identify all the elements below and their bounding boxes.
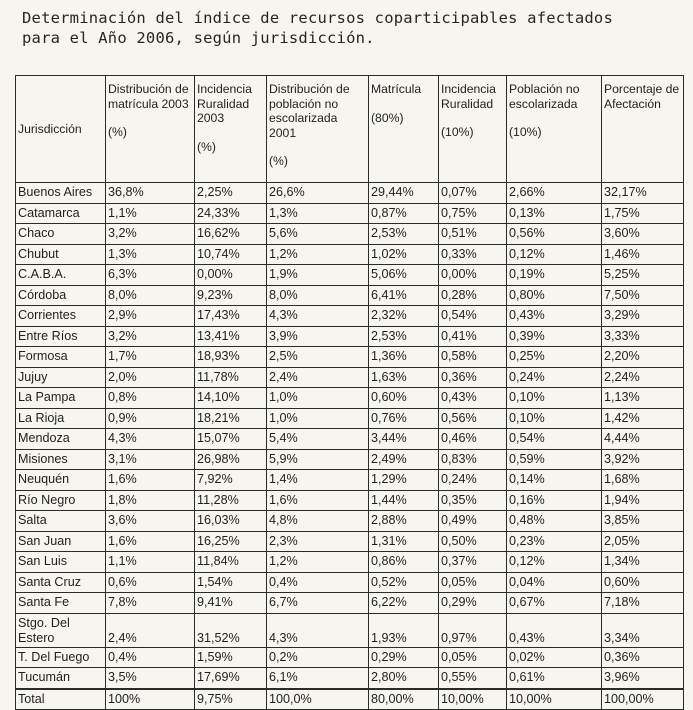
column-header-label: Porcentaje de Afectación <box>604 82 680 111</box>
column-header-label: Incidencia Ruralidad <box>441 82 496 111</box>
value-cell: 26,98% <box>195 449 267 470</box>
value-cell: 0,80% <box>507 285 602 306</box>
value-cell: 0,43% <box>507 306 602 327</box>
jurisdiction-cell: La Rioja <box>16 408 106 429</box>
table-row <box>16 449 684 470</box>
value-cell: 3,6% <box>106 511 195 532</box>
value-cell: 0,58% <box>439 347 507 368</box>
column-header-unit: (10%) <box>509 125 542 139</box>
value-cell: 4,8% <box>267 511 369 532</box>
column-header-out-of-school-distribution <box>267 76 369 183</box>
jurisdiction-cell: La Pampa <box>16 388 106 409</box>
value-cell: 1,0% <box>267 408 369 429</box>
value-cell: 0,29% <box>439 593 507 614</box>
value-cell: 2,9% <box>106 306 195 327</box>
table-row <box>16 306 684 327</box>
value-cell: 1,68% <box>602 470 684 491</box>
value-cell: 2,25% <box>195 183 267 204</box>
table-row <box>16 183 684 204</box>
value-cell: 11,78% <box>195 367 267 388</box>
column-header-allocation-percentage <box>602 76 684 183</box>
value-cell: 0,37% <box>439 552 507 573</box>
value-cell: 24,33% <box>195 203 267 224</box>
table-row <box>16 429 684 450</box>
value-cell: 5,4% <box>267 429 369 450</box>
value-cell: 8,0% <box>267 285 369 306</box>
table-row <box>16 244 684 265</box>
jurisdiction-cell: Entre Ríos <box>16 326 106 347</box>
value-cell: 0,60% <box>369 388 439 409</box>
jurisdiction-cell: Mendoza <box>16 429 106 450</box>
value-cell: 31,52% <box>195 613 267 647</box>
table-row <box>16 593 684 614</box>
value-cell: 0,8% <box>106 388 195 409</box>
value-cell: 7,92% <box>195 470 267 491</box>
jurisdiction-cell: Jujuy <box>16 367 106 388</box>
value-cell: 9,23% <box>195 285 267 306</box>
value-cell: 0,54% <box>507 429 602 450</box>
value-cell: 2,88% <box>369 511 439 532</box>
value-cell: 1,75% <box>602 203 684 224</box>
value-cell: 3,1% <box>106 449 195 470</box>
value-cell: 0,28% <box>439 285 507 306</box>
jurisdiction-cell: Tucumán <box>16 668 106 689</box>
table-row <box>16 224 684 245</box>
value-cell: 32,17% <box>602 183 684 204</box>
jurisdiction-cell: Santa Cruz <box>16 572 106 593</box>
value-cell: 0,10% <box>507 408 602 429</box>
table-row <box>16 408 684 429</box>
jurisdiction-cell: Misiones <box>16 449 106 470</box>
value-cell: 5,9% <box>267 449 369 470</box>
column-header-label: Incidencia Ruralidad 2003 <box>197 82 252 125</box>
allocation-table <box>15 75 684 710</box>
value-cell: 4,3% <box>267 306 369 327</box>
value-cell: 0,24% <box>439 470 507 491</box>
column-header-unit: (%) <box>197 139 216 154</box>
value-cell: 1,6% <box>106 531 195 552</box>
total-value-cell: 100,0% <box>267 689 369 710</box>
value-cell: 1,3% <box>267 203 369 224</box>
table-row <box>16 572 684 593</box>
value-cell: 6,41% <box>369 285 439 306</box>
jurisdiction-cell: Córdoba <box>16 285 106 306</box>
value-cell: 0,83% <box>439 449 507 470</box>
value-cell: 13,41% <box>195 326 267 347</box>
value-cell: 1,3% <box>106 244 195 265</box>
column-header-enrollment-weighted <box>369 76 439 183</box>
value-cell: 3,2% <box>106 326 195 347</box>
table-row <box>16 490 684 511</box>
value-cell: 1,46% <box>602 244 684 265</box>
table-row <box>16 285 684 306</box>
value-cell: 6,3% <box>106 265 195 286</box>
value-cell: 0,4% <box>106 647 195 668</box>
value-cell: 1,8% <box>106 490 195 511</box>
value-cell: 0,52% <box>369 572 439 593</box>
jurisdiction-cell: San Luis <box>16 552 106 573</box>
value-cell: 1,6% <box>106 470 195 491</box>
value-cell: 0,00% <box>195 265 267 286</box>
value-cell: 0,19% <box>507 265 602 286</box>
table-row <box>16 668 684 689</box>
value-cell: 0,2% <box>267 647 369 668</box>
value-cell: 1,1% <box>106 203 195 224</box>
value-cell: 3,29% <box>602 306 684 327</box>
column-header-unit: (80%) <box>371 110 404 125</box>
value-cell: 3,96% <box>602 668 684 689</box>
total-value-cell: 100% <box>106 689 195 710</box>
value-cell: 2,80% <box>369 668 439 689</box>
table-row <box>16 326 684 347</box>
value-cell: 3,9% <box>267 326 369 347</box>
column-header-label: Distribución de población no escolarizada 2001 <box>269 82 350 140</box>
value-cell: 0,24% <box>507 367 602 388</box>
jurisdiction-cell: Stgo. Del Estero <box>16 613 106 647</box>
table-row <box>16 470 684 491</box>
column-header-label: Población no escolarizada <box>509 82 580 111</box>
value-cell: 0,43% <box>439 388 507 409</box>
value-cell: 1,4% <box>267 470 369 491</box>
value-cell: 1,59% <box>195 647 267 668</box>
value-cell: 0,12% <box>507 244 602 265</box>
value-cell: 1,94% <box>602 490 684 511</box>
value-cell: 2,32% <box>369 306 439 327</box>
value-cell: 14,10% <box>195 388 267 409</box>
value-cell: 0,02% <box>507 647 602 668</box>
value-cell: 0,54% <box>439 306 507 327</box>
jurisdiction-cell: C.A.B.A. <box>16 265 106 286</box>
value-cell: 2,4% <box>106 613 195 647</box>
value-cell: 0,07% <box>439 183 507 204</box>
value-cell: 0,48% <box>507 511 602 532</box>
title-line-2: para el Año 2006, según jurisdicción. <box>22 29 375 47</box>
table-row <box>16 613 684 647</box>
value-cell: 1,2% <box>267 552 369 573</box>
table-body <box>16 183 684 689</box>
value-cell: 0,49% <box>439 511 507 532</box>
jurisdiction-cell: Río Negro <box>16 490 106 511</box>
value-cell: 0,14% <box>507 470 602 491</box>
value-cell: 1,63% <box>369 367 439 388</box>
column-header-label: Matrícula <box>371 82 422 96</box>
value-cell: 0,41% <box>439 326 507 347</box>
value-cell: 2,5% <box>267 347 369 368</box>
title-line-1: Determinación del índice de recursos coparticipables afectados <box>22 9 613 27</box>
value-cell: 11,28% <box>195 490 267 511</box>
column-header-unit: (%) <box>108 125 127 139</box>
value-cell: 0,25% <box>507 347 602 368</box>
value-cell: 0,05% <box>439 647 507 668</box>
value-cell: 2,20% <box>602 347 684 368</box>
value-cell: 7,8% <box>106 593 195 614</box>
value-cell: 0,23% <box>507 531 602 552</box>
jurisdiction-cell: Catamarca <box>16 203 106 224</box>
jurisdiction-cell: Santa Fe <box>16 593 106 614</box>
value-cell: 17,69% <box>195 668 267 689</box>
jurisdiction-cell: Chubut <box>16 244 106 265</box>
value-cell: 0,13% <box>507 203 602 224</box>
column-header-enrollment-distribution <box>106 76 195 183</box>
value-cell: 0,56% <box>507 224 602 245</box>
jurisdiction-cell: San Juan <box>16 531 106 552</box>
value-cell: 0,87% <box>369 203 439 224</box>
value-cell: 7,50% <box>602 285 684 306</box>
value-cell: 8,0% <box>106 285 195 306</box>
table-row <box>16 552 684 573</box>
value-cell: 15,07% <box>195 429 267 450</box>
value-cell: 3,44% <box>369 429 439 450</box>
column-header-rurality-weighted <box>439 76 507 183</box>
value-cell: 0,50% <box>439 531 507 552</box>
value-cell: 17,43% <box>195 306 267 327</box>
value-cell: 1,0% <box>267 388 369 409</box>
total-label-cell: Total <box>16 689 106 710</box>
value-cell: 2,53% <box>369 224 439 245</box>
value-cell: 1,93% <box>369 613 439 647</box>
value-cell: 2,0% <box>106 367 195 388</box>
column-header-unit: (%) <box>269 154 288 168</box>
value-cell: 0,97% <box>439 613 507 647</box>
value-cell: 0,61% <box>507 668 602 689</box>
value-cell: 1,44% <box>369 490 439 511</box>
value-cell: 0,6% <box>106 572 195 593</box>
column-header-label: Jurisdicción <box>18 121 82 136</box>
document-title <box>22 8 682 48</box>
value-cell: 3,2% <box>106 224 195 245</box>
value-cell: 0,35% <box>439 490 507 511</box>
value-cell: 0,55% <box>439 668 507 689</box>
value-cell: 29,44% <box>369 183 439 204</box>
value-cell: 1,42% <box>602 408 684 429</box>
value-cell: 18,93% <box>195 347 267 368</box>
total-value-cell: 10,00% <box>507 689 602 710</box>
value-cell: 2,05% <box>602 531 684 552</box>
table-total-row <box>16 689 684 710</box>
value-cell: 0,60% <box>602 572 684 593</box>
total-value-cell: 9,75% <box>195 689 267 710</box>
value-cell: 0,75% <box>439 203 507 224</box>
table-row <box>16 265 684 286</box>
table-row <box>16 388 684 409</box>
value-cell: 6,7% <box>267 593 369 614</box>
value-cell: 0,16% <box>507 490 602 511</box>
value-cell: 0,9% <box>106 408 195 429</box>
jurisdiction-cell: Formosa <box>16 347 106 368</box>
value-cell: 3,5% <box>106 668 195 689</box>
value-cell: 0,33% <box>439 244 507 265</box>
table-row <box>16 531 684 552</box>
value-cell: 5,06% <box>369 265 439 286</box>
table-row <box>16 367 684 388</box>
column-header-rurality-incidence-2003 <box>195 76 267 183</box>
column-header-unit: (10%) <box>441 125 474 139</box>
value-cell: 1,13% <box>602 388 684 409</box>
value-cell: 0,39% <box>507 326 602 347</box>
jurisdiction-cell: Buenos Aires <box>16 183 106 204</box>
value-cell: 3,33% <box>602 326 684 347</box>
jurisdiction-cell: Corrientes <box>16 306 106 327</box>
value-cell: 10,74% <box>195 244 267 265</box>
value-cell: 6,1% <box>267 668 369 689</box>
value-cell: 9,41% <box>195 593 267 614</box>
value-cell: 0,43% <box>507 613 602 647</box>
value-cell: 1,1% <box>106 552 195 573</box>
value-cell: 1,29% <box>369 470 439 491</box>
jurisdiction-cell: T. Del Fuego <box>16 647 106 668</box>
jurisdiction-cell: Chaco <box>16 224 106 245</box>
value-cell: 0,86% <box>369 552 439 573</box>
jurisdiction-cell: Neuquén <box>16 470 106 491</box>
value-cell: 16,03% <box>195 511 267 532</box>
value-cell: 0,12% <box>507 552 602 573</box>
value-cell: 5,25% <box>602 265 684 286</box>
value-cell: 1,02% <box>369 244 439 265</box>
value-cell: 0,29% <box>369 647 439 668</box>
value-cell: 1,2% <box>267 244 369 265</box>
value-cell: 1,34% <box>602 552 684 573</box>
value-cell: 0,36% <box>602 647 684 668</box>
value-cell: 2,24% <box>602 367 684 388</box>
column-header-label: Distribución de matrícula 2003 <box>108 82 189 111</box>
value-cell: 2,3% <box>267 531 369 552</box>
value-cell: 1,54% <box>195 572 267 593</box>
value-cell: 18,21% <box>195 408 267 429</box>
value-cell: 1,6% <box>267 490 369 511</box>
value-cell: 3,60% <box>602 224 684 245</box>
column-header-out-of-school-weighted <box>507 76 602 183</box>
value-cell: 1,36% <box>369 347 439 368</box>
value-cell: 0,05% <box>439 572 507 593</box>
value-cell: 2,53% <box>369 326 439 347</box>
table-row <box>16 203 684 224</box>
value-cell: 16,25% <box>195 531 267 552</box>
jurisdiction-cell: Salta <box>16 511 106 532</box>
table-row <box>16 511 684 532</box>
value-cell: 2,66% <box>507 183 602 204</box>
total-value-cell: 10,00% <box>439 689 507 710</box>
value-cell: 4,44% <box>602 429 684 450</box>
value-cell: 1,9% <box>267 265 369 286</box>
value-cell: 36,8% <box>106 183 195 204</box>
column-header-jurisdiction <box>16 76 106 183</box>
value-cell: 2,49% <box>369 449 439 470</box>
value-cell: 0,36% <box>439 367 507 388</box>
value-cell: 0,46% <box>439 429 507 450</box>
table-header-row <box>16 76 684 183</box>
total-value-cell: 80,00% <box>369 689 439 710</box>
value-cell: 3,85% <box>602 511 684 532</box>
value-cell: 0,04% <box>507 572 602 593</box>
value-cell: 5,6% <box>267 224 369 245</box>
value-cell: 7,18% <box>602 593 684 614</box>
value-cell: 0,67% <box>507 593 602 614</box>
value-cell: 4,3% <box>106 429 195 450</box>
value-cell: 1,7% <box>106 347 195 368</box>
value-cell: 0,10% <box>507 388 602 409</box>
value-cell: 1,31% <box>369 531 439 552</box>
value-cell: 2,4% <box>267 367 369 388</box>
total-value-cell: 100,00% <box>602 689 684 710</box>
value-cell: 4,3% <box>267 613 369 647</box>
value-cell: 0,51% <box>439 224 507 245</box>
value-cell: 6,22% <box>369 593 439 614</box>
table-row <box>16 347 684 368</box>
value-cell: 11,84% <box>195 552 267 573</box>
value-cell: 0,59% <box>507 449 602 470</box>
value-cell: 0,00% <box>439 265 507 286</box>
value-cell: 0,4% <box>267 572 369 593</box>
value-cell: 0,76% <box>369 408 439 429</box>
value-cell: 16,62% <box>195 224 267 245</box>
table-row <box>16 647 684 668</box>
value-cell: 3,92% <box>602 449 684 470</box>
value-cell: 3,34% <box>602 613 684 647</box>
value-cell: 26,6% <box>267 183 369 204</box>
value-cell: 0,56% <box>439 408 507 429</box>
